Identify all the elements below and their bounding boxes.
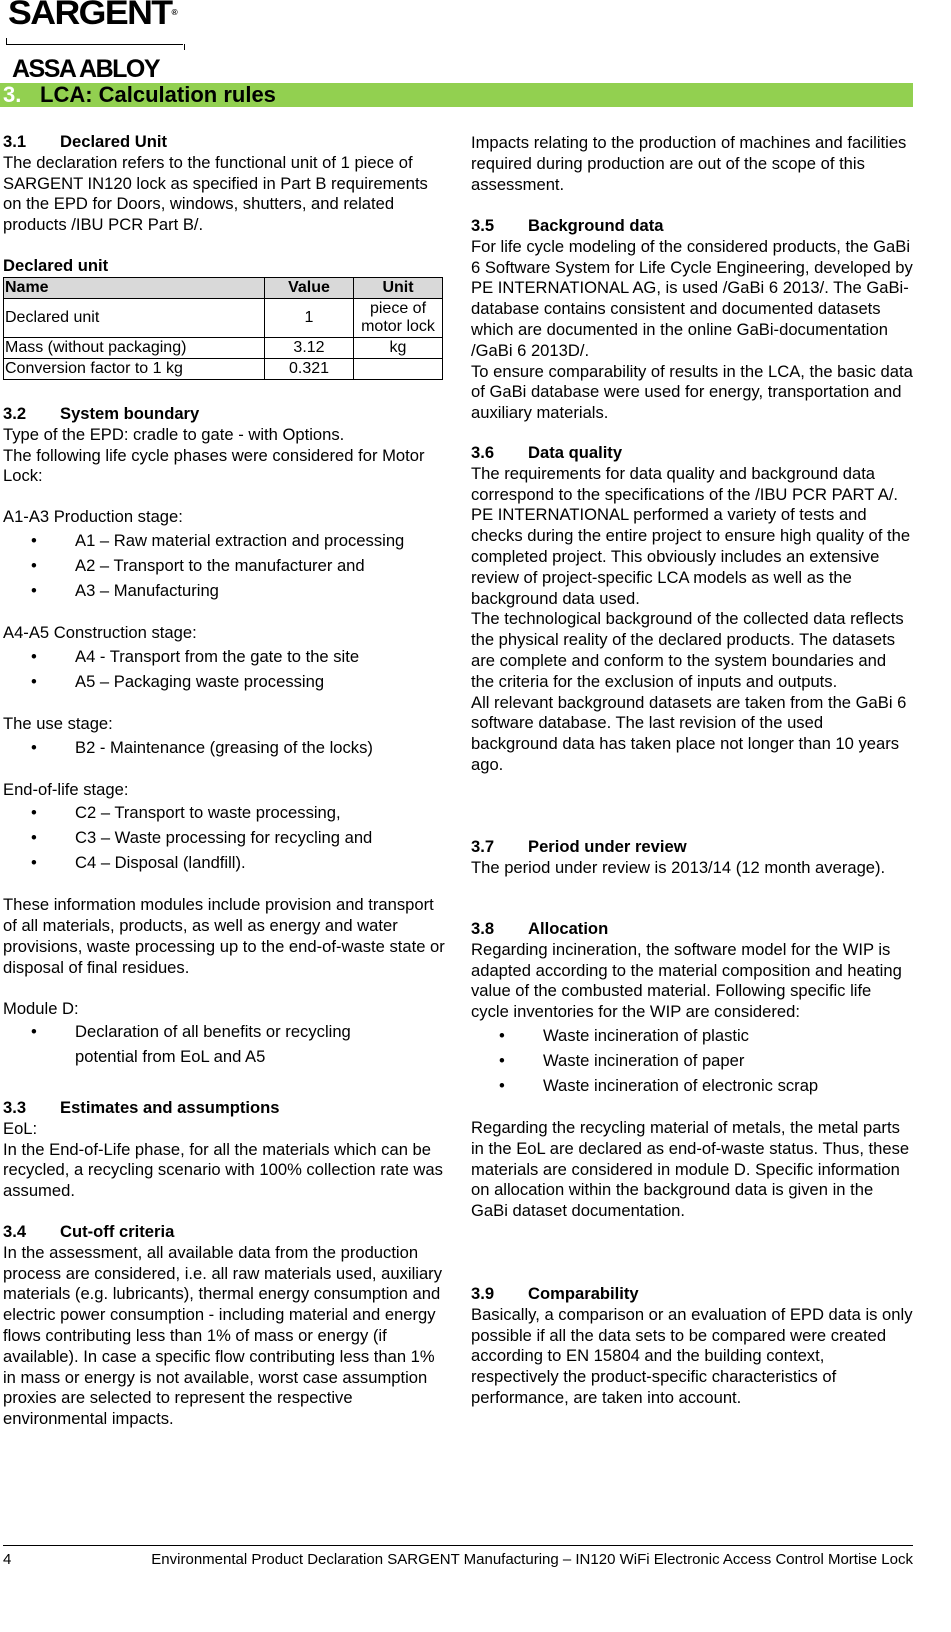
list-item: • A3 – Manufacturing [3,578,445,603]
sargent-logo [8,0,176,30]
paragraph: These information modules include provision and transport of all materials, products, as well as energy and water provisions, waste processing up to the end-of-waste state or disposal of final residues. [3,895,445,977]
list-item: • A5 – Packaging waste processing [3,669,445,694]
list-item: • A1 – Raw material extraction and processing [3,528,445,553]
table-cell: Conversion factor to 1 kg [4,358,265,379]
text [4,277,443,298]
section-3-2 [3,404,445,1069]
chapter-heading [0,83,913,107]
list-item: • C3 – Waste processing for recycling and [3,825,445,850]
table-cell: Declared unit [4,298,265,337]
table-cell: Mass (without packaging) [4,337,265,358]
section-3-1 [3,132,445,380]
text: Background data [528,216,664,235]
text [4,277,443,379]
table-row [4,337,443,358]
bullet-list [3,735,445,760]
paragraph: The technological background of the collected data reflects the physical reality of the declared products. The datasets are complete and conform to the system boundaries and the criteria for the exclusion of inputs and outputs. [471,609,904,691]
section-3-3 [3,1098,445,1202]
text: 3.7 [471,837,495,856]
group-label: Module D: [3,998,79,1018]
page-footer [3,1545,913,1568]
table-cell [354,358,443,379]
text: 3.1 [3,132,27,151]
table-cell: 3.12 [265,337,354,358]
section-heading [471,443,913,464]
table-cell: Name [4,277,265,298]
paragraph: EoL: [3,1118,38,1138]
section-3-4 [3,1222,445,1430]
section-heading [3,132,445,153]
group-label: End-of-life stage: [3,779,129,799]
section-heading [471,1284,913,1305]
footer-text: Environmental Product Declaration SARGENT Manufacturing – IN120 WiFi Electronic Access Control Mortise Lock [151,1551,913,1568]
paragraph: The period under review is 2013/14 (12 month average). [471,857,886,877]
chapter-title: LCA: Calculation rules [40,82,276,107]
bullet-list [471,1023,913,1098]
text: SARGENT [8,0,172,32]
text: 3.3 [3,1098,27,1117]
section-3-8 [471,919,913,1222]
table-row [4,298,443,337]
text: 3.6 [471,443,495,462]
paragraph: The following life cycle phases were considered for Motor Lock: [3,445,425,486]
text: 3.2 [3,404,27,423]
paragraph: Basically, a comparison or an evaluation of EPD data is only possible if all the data sets to be compared were created according to EN 15804 and the building context, respectively the product-specific characteristics of performance, are taken into account. [471,1304,913,1407]
text: Allocation [528,919,609,938]
section-3-6 [471,443,913,776]
bullet-list [3,644,445,694]
text: Comparability [528,1284,639,1303]
logo-divider [6,38,183,45]
paragraph: Type of the EPD: cradle to gate - with Options. [3,424,345,444]
section-heading [3,1222,445,1243]
bullet-list [3,1019,445,1069]
list-item: • A2 – Transport to the manufacturer and [3,553,445,578]
group-label: A1-A3 Production stage: [3,507,183,527]
text: Declared Unit [60,132,167,151]
list-item: • Waste incineration of paper [471,1048,913,1073]
list-item: • B2 - Maintenance (greasing of the locks) [3,735,445,760]
section-heading [471,837,913,858]
section-3-5 [471,216,913,424]
text: Data quality [528,443,623,462]
paragraph: All relevant background datasets are taken from the GaBi 6 software database. The last revision of the used background data has taken place not longer than 10 years ago. [471,692,907,774]
text: 3.5 [471,216,495,235]
text: 3.8 [471,919,495,938]
section-3-9 [471,1284,913,1409]
list-item: • Waste incineration of electronic scrap [471,1073,913,1098]
section-heading [3,1098,445,1119]
paragraph: In the assessment, all available data from the production process are considered, i.e. all raw materials used, auxiliary materials (e.g. lubricants), thermal energy consumption and electric power consumption - including material and energy flows contributing less than 1% of mass or energy (if available). In case a specific flow contributing less than 1% in mass or energy is not available, worst case assumption proxies are selected to represent the respective environmental impacts. [3,1242,443,1429]
chapter-number: 3. [3,82,22,107]
table-cell: piece of motor lock [354,298,443,337]
section-heading [471,919,913,940]
table-row [4,358,443,379]
text: Period under review [528,837,687,856]
paragraph: In the End-of-Life phase, for all the materials which can be recycled, a recycling scenario with 100% collection rate was assumed. [3,1139,443,1201]
paragraph: For life cycle modeling of the considered products, the GaBi 6 Software System for Life Cycle Engineering, developed by PE INTERNATIONAL AG, is used /GaBi 6 2013/. The GaBi-database contains consistent and documented datasets which are documented in the online GaBi-documentation /GaBi 6 2013D/. [471,236,913,360]
list-item: • Declaration of all benefits or recycling potential from EoL and A5 [3,1019,375,1069]
paragraph: Impacts relating to the production of machines and facilities required during production are out of the scope of this assessment. [471,133,907,194]
paragraph: PE INTERNATIONAL performed a variety of tests and checks during the entire project to ensure high quality of the completed project. This obviously includes an extensive review of project-specific LCA models as well as the background data used. [471,505,911,608]
table-cell: Unit [354,277,443,298]
text: ® [171,8,177,17]
paragraph: Regarding incineration, the software model for the WIP is adapted according to the material composition and heating value of the combusted material. Following specific life cycle inventories for the WIP are considered: [471,939,902,1022]
paragraph: The requirements for data quality and background data correspond to the specifications of the /IBU PCR PART A/. [471,463,899,504]
page-number: 4 [3,1551,12,1568]
text: 3.4 [3,1222,27,1241]
list-item: • C4 – Disposal (landfill). [3,850,445,875]
table-title: Declared unit [3,255,109,275]
table-cell: 0.321 [265,358,354,379]
section-3-4-continued [471,133,913,195]
list-item: • C2 – Transport to waste processing, [3,800,445,825]
group-label: A4-A5 Construction stage: [3,622,197,642]
bullet-list [3,800,445,875]
table-cell: kg [354,337,443,358]
table-cell: 1 [265,298,354,337]
text: System boundary [60,404,200,423]
declared-unit-table [3,277,443,380]
paragraph: The declaration refers to the functional unit of 1 piece of SARGENT IN120 lock as specified in Part B requirements on the EPD for Doors, windows, shutters, and related products /IBU PCR Part B/. [3,152,428,235]
assa-abloy-logo: ASSA ABLOY [12,55,160,83]
text: Estimates and assumptions [60,1098,280,1117]
paragraph: Regarding the recycling material of metals, the metal parts in the EoL are declared as end-of-waste status. Thus, these materials are considered in module D. Specific information on allocation within the background data is given in the GaBi dataset documentation. [471,1117,910,1221]
list-item: • Waste incineration of plastic [471,1023,913,1048]
text: Cut-off criteria [60,1222,175,1241]
table-cell: Value [265,277,354,298]
paragraph: To ensure comparability of results in the LCA, the basic data of GaBi database were used for energy, transportation and auxiliary materials. [471,361,913,423]
group-label: The use stage: [3,713,113,733]
section-3-7 [471,837,913,879]
list-item: • A4 - Transport from the gate to the site [3,644,445,669]
section-heading [471,216,913,237]
section-heading [3,404,445,425]
bullet-list [3,528,445,603]
text: 3.9 [471,1284,495,1303]
